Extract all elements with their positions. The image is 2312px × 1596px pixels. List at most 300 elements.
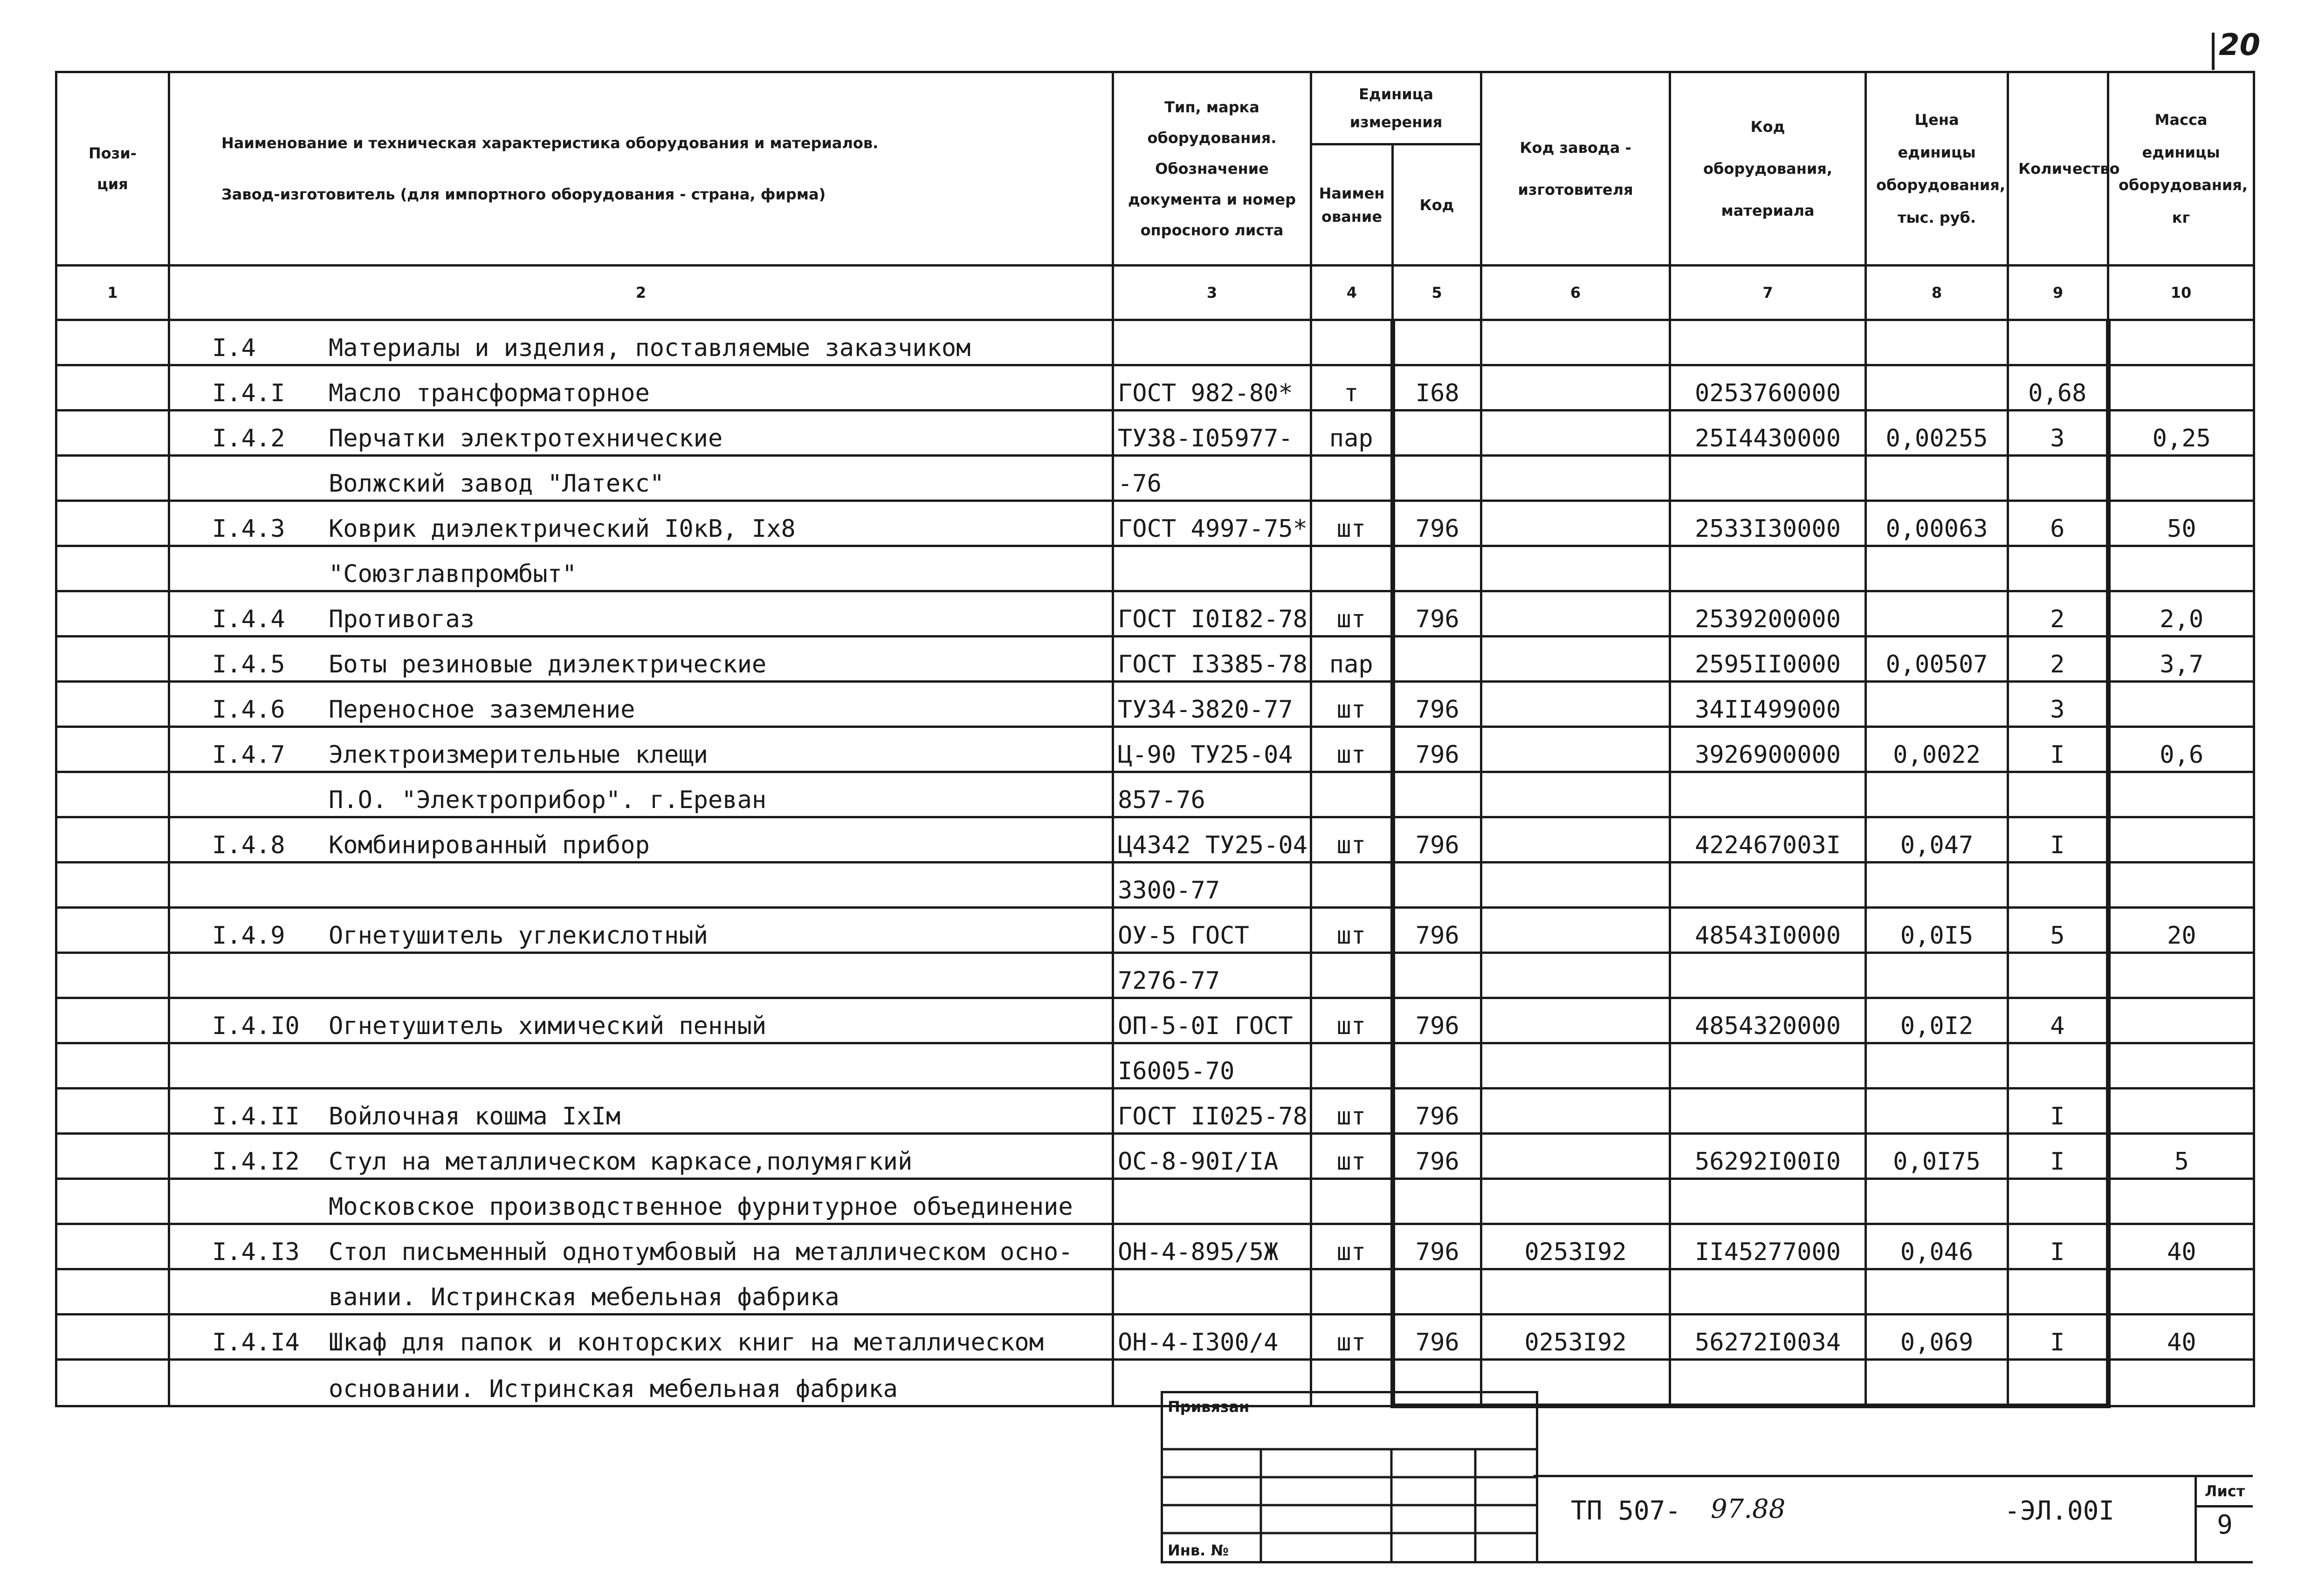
- row-position-label: I.4.I: [212, 379, 285, 407]
- row-name-text: Огнетушитель химический пенный: [329, 1012, 767, 1040]
- table-row: [56, 998, 2254, 1043]
- header-type: Тип, марка оборудования. Обозначение документа и номер опросного листа: [1113, 72, 1311, 266]
- mass-cell: 40: [2108, 1315, 2254, 1360]
- quantity-cell: [2008, 863, 2108, 908]
- position-cell: [56, 501, 169, 546]
- column-numbers-row: [56, 266, 2254, 320]
- price-cell: [1866, 1269, 2008, 1315]
- quantity-cell: [2008, 1043, 2108, 1089]
- type-cell: ГОСТ I0I82-78: [1113, 591, 1311, 637]
- unit-name-cell: [1311, 863, 1393, 908]
- page-number-bar: [2212, 33, 2215, 70]
- type-cell: [1113, 546, 1311, 591]
- position-cell: [56, 908, 169, 953]
- name-cell: [169, 682, 1113, 727]
- factory-code-cell: [1481, 637, 1670, 682]
- price-cell: 0,0I75: [1866, 1134, 2008, 1179]
- equipment-code-cell: [1670, 546, 1866, 591]
- row-name-text: Шкаф для папок и конторских книг на металлическом: [329, 1329, 1044, 1356]
- row-position-label: I.4.5: [212, 651, 285, 678]
- name-cell: [169, 953, 1113, 998]
- row-name-text: Коврик диэлектрический I0кВ, Iх8: [329, 515, 796, 543]
- mass-cell: [2108, 1360, 2254, 1406]
- quantity-cell: I: [2008, 1134, 2108, 1179]
- name-cell: [169, 501, 1113, 546]
- title-block: [1534, 1475, 2253, 1563]
- unit-name-cell: [1311, 1269, 1393, 1315]
- price-cell: [1866, 1360, 2008, 1406]
- table-row: [56, 1224, 2254, 1269]
- name-cell: [169, 411, 1113, 456]
- row-position-label: I.4.I4: [212, 1329, 300, 1356]
- quantity-cell: 3: [2008, 411, 2108, 456]
- unit-name-cell: [1311, 953, 1393, 998]
- header-mass: Масса единицы оборудования, кг: [2108, 72, 2254, 266]
- position-cell: [56, 1315, 169, 1360]
- header-name: [169, 72, 1113, 266]
- unit-name-cell: пар: [1311, 637, 1393, 682]
- position-cell: [56, 1360, 169, 1406]
- factory-code-cell: [1481, 1043, 1670, 1089]
- mass-cell: [2108, 1089, 2254, 1134]
- row-position-label: I.4.3: [212, 515, 285, 543]
- unit-code-cell: [1393, 1269, 1481, 1315]
- mass-cell: 20: [2108, 908, 2254, 953]
- binding-stamp: [1161, 1391, 1538, 1563]
- name-cell: [169, 591, 1113, 637]
- position-cell: [56, 1089, 169, 1134]
- position-cell: [56, 953, 169, 998]
- equipment-code-cell: II45277000: [1670, 1224, 1866, 1269]
- col-num-4: 4: [1311, 266, 1393, 320]
- factory-code-cell: [1481, 546, 1670, 591]
- name-cell: [169, 908, 1113, 953]
- position-cell: [56, 1179, 169, 1224]
- type-cell: ТУ34-3820-77: [1113, 682, 1311, 727]
- quantity-cell: [2008, 1179, 2108, 1224]
- quantity-cell: 4: [2008, 998, 2108, 1043]
- header-equipment-code: Код оборудования, материала: [1670, 72, 1866, 266]
- unit-name-cell: [1311, 456, 1393, 501]
- name-cell: [169, 1179, 1113, 1224]
- position-cell: [56, 727, 169, 772]
- name-cell: [169, 727, 1113, 772]
- mass-cell: 0,6: [2108, 727, 2254, 772]
- table-row: [56, 1134, 2254, 1179]
- name-cell: [169, 365, 1113, 411]
- row-name-text: Переносное заземление: [329, 696, 635, 724]
- unit-code-cell: 796: [1393, 998, 1481, 1043]
- unit-code-cell: [1393, 1179, 1481, 1224]
- row-name-text: Стул на металлическом каркасе,полумягкий: [329, 1148, 913, 1176]
- unit-code-cell: 796: [1393, 1089, 1481, 1134]
- row-name-text: Войлочная кошма IхIм: [329, 1103, 621, 1130]
- unit-code-cell: 796: [1393, 1315, 1481, 1360]
- table-row: [56, 320, 2254, 365]
- unit-name-cell: шт: [1311, 908, 1393, 953]
- name-cell: [169, 1043, 1113, 1089]
- mass-cell: [2108, 817, 2254, 863]
- mass-cell: 40: [2108, 1224, 2254, 1269]
- type-cell: [1113, 320, 1311, 365]
- mass-cell: [2108, 320, 2254, 365]
- factory-code-cell: 0253I92: [1481, 1315, 1670, 1360]
- factory-code-cell: [1481, 772, 1670, 817]
- type-cell: ОН-4-895/5Ж: [1113, 1224, 1311, 1269]
- row-name-text: Огнетушитель углекислотный: [329, 922, 708, 950]
- row-position-label: I.4.I2: [212, 1148, 300, 1176]
- equipment-code-cell: 2595II0000: [1670, 637, 1866, 682]
- equipment-code-cell: 422467003I: [1670, 817, 1866, 863]
- table-row: [56, 456, 2254, 501]
- unit-code-cell: [1393, 772, 1481, 817]
- header-unit-code: Код: [1393, 144, 1481, 266]
- stamp-grid: [1163, 1393, 1536, 1561]
- table-row: [56, 772, 2254, 817]
- position-cell: [56, 1043, 169, 1089]
- factory-code-cell: [1481, 365, 1670, 411]
- unit-name-cell: шт: [1311, 817, 1393, 863]
- page-number: 20: [2219, 28, 2261, 62]
- type-cell: [1113, 1179, 1311, 1224]
- unit-name-cell: шт: [1311, 1134, 1393, 1179]
- position-cell: [56, 998, 169, 1043]
- unit-name-cell: [1311, 546, 1393, 591]
- type-cell: Ц4342 ТУ25-04: [1113, 817, 1311, 863]
- type-cell: ТУ38-I05977-: [1113, 411, 1311, 456]
- specification-body: [56, 320, 2254, 1406]
- factory-code-cell: [1481, 682, 1670, 727]
- row-name-text: Электроизмерительные клещи: [329, 741, 708, 769]
- type-cell: [1113, 1269, 1311, 1315]
- equipment-code-cell: [1670, 1360, 1866, 1406]
- header-position: Пози- ция: [56, 72, 169, 266]
- row-position-label: I.4.I3: [212, 1238, 300, 1266]
- sheet-box: [2195, 1477, 2253, 1561]
- position-cell: [56, 817, 169, 863]
- price-cell: [1866, 772, 2008, 817]
- unit-code-cell: 796: [1393, 1134, 1481, 1179]
- row-name-text: "Союзглавпромбыт": [329, 560, 577, 588]
- position-cell: [56, 637, 169, 682]
- equipment-code-cell: [1670, 1269, 1866, 1315]
- row-name-text: Масло трансформаторное: [329, 379, 650, 407]
- row-position-label: I.4.6: [212, 696, 285, 724]
- mass-cell: 50: [2108, 501, 2254, 546]
- price-cell: [1866, 1043, 2008, 1089]
- col-num-3: 3: [1113, 266, 1311, 320]
- price-cell: 0,00507: [1866, 637, 2008, 682]
- mass-cell: [2108, 546, 2254, 591]
- unit-code-cell: [1393, 637, 1481, 682]
- unit-name-cell: пар: [1311, 411, 1393, 456]
- name-cell: [169, 1224, 1113, 1269]
- factory-code-cell: [1481, 908, 1670, 953]
- mass-cell: [2108, 456, 2254, 501]
- header-unit: Единица измерения: [1311, 72, 1481, 144]
- type-cell: ГОСТ 982-80*: [1113, 365, 1311, 411]
- equipment-code-cell: 48543I0000: [1670, 908, 1866, 953]
- name-cell: [169, 772, 1113, 817]
- table-row: [56, 727, 2254, 772]
- equipment-code-cell: 56292I00I0: [1670, 1134, 1866, 1179]
- mass-cell: [2108, 772, 2254, 817]
- header-name-line2: Завод-изготовитель (для импортного оборудования - страна, фирма): [221, 185, 826, 203]
- unit-name-cell: шт: [1311, 998, 1393, 1043]
- unit-name-cell: [1311, 1043, 1393, 1089]
- row-position-label: I.4.I0: [212, 1012, 300, 1040]
- position-cell: [56, 411, 169, 456]
- equipment-code-cell: 56272I0034: [1670, 1315, 1866, 1360]
- col-num-1: 1: [56, 266, 169, 320]
- row-position-label: I.4: [212, 334, 256, 362]
- mass-cell: 3,7: [2108, 637, 2254, 682]
- table-row: [56, 908, 2254, 953]
- unit-code-cell: 796: [1393, 817, 1481, 863]
- col-num-6: 6: [1481, 266, 1670, 320]
- equipment-code-cell: [1670, 953, 1866, 998]
- quantity-cell: I: [2008, 817, 2108, 863]
- factory-code-cell: [1481, 411, 1670, 456]
- unit-code-cell: [1393, 320, 1481, 365]
- factory-code-cell: [1481, 1134, 1670, 1179]
- row-position-label: I.4.8: [212, 831, 285, 859]
- equipment-code-cell: [1670, 772, 1866, 817]
- quantity-cell: [2008, 320, 2108, 365]
- factory-code-cell: [1481, 501, 1670, 546]
- table-row: [56, 1269, 2254, 1315]
- equipment-code-cell: 4854320000: [1670, 998, 1866, 1043]
- quantity-cell: 0,68: [2008, 365, 2108, 411]
- row-name-text: Материалы и изделия, поставляемые заказчиком: [329, 334, 971, 362]
- row-position-label: I.4.7: [212, 741, 285, 769]
- row-name-text: Боты резиновые диэлектрические: [329, 651, 767, 678]
- unit-code-cell: [1393, 863, 1481, 908]
- handwritten-number: 97.88: [1711, 1494, 1786, 1524]
- equipment-code-cell: [1670, 1089, 1866, 1134]
- factory-code-cell: [1481, 1179, 1670, 1224]
- equipment-code-cell: 34II499000: [1670, 682, 1866, 727]
- table-row: [56, 591, 2254, 637]
- type-cell: 857-76: [1113, 772, 1311, 817]
- equipment-code-cell: 0253760000: [1670, 365, 1866, 411]
- position-cell: [56, 1269, 169, 1315]
- table-row: [56, 1043, 2254, 1089]
- name-cell: [169, 320, 1113, 365]
- equipment-code-cell: 2533I30000: [1670, 501, 1866, 546]
- row-name-text: Московское производственное фурнитурное объединение: [329, 1193, 1073, 1221]
- row-position-label: I.4.2: [212, 425, 285, 452]
- price-cell: [1866, 1089, 2008, 1134]
- table-row: [56, 501, 2254, 546]
- mass-cell: [2108, 365, 2254, 411]
- position-cell: [56, 320, 169, 365]
- mass-cell: 0,25: [2108, 411, 2254, 456]
- type-cell: 7276-77: [1113, 953, 1311, 998]
- position-cell: [56, 1134, 169, 1179]
- price-cell: [1866, 863, 2008, 908]
- mass-cell: [2108, 1269, 2254, 1315]
- type-cell: ОУ-5 ГОСТ: [1113, 908, 1311, 953]
- row-position-label: I.4.4: [212, 605, 285, 633]
- unit-code-cell: [1393, 953, 1481, 998]
- quantity-cell: I: [2008, 727, 2108, 772]
- row-name-text: Стол письменный однотумбовый на металлическом осно-: [329, 1238, 1073, 1266]
- unit-name-cell: шт: [1311, 1315, 1393, 1360]
- unit-code-cell: 796: [1393, 1224, 1481, 1269]
- price-cell: 0,00063: [1866, 501, 2008, 546]
- unit-code-cell: [1393, 1043, 1481, 1089]
- position-cell: [56, 682, 169, 727]
- price-cell: 0,00255: [1866, 411, 2008, 456]
- header-quantity: Количество: [2008, 72, 2108, 266]
- quantity-cell: 2: [2008, 591, 2108, 637]
- col-num-8: 8: [1866, 266, 2008, 320]
- unit-name-cell: шт: [1311, 727, 1393, 772]
- unit-name-cell: [1311, 320, 1393, 365]
- row-name-text: Волжский завод "Латекс": [329, 470, 665, 498]
- mass-cell: [2108, 1179, 2254, 1224]
- row-name-text: Противогаз: [329, 605, 475, 633]
- unit-code-cell: 796: [1393, 727, 1481, 772]
- mass-cell: [2108, 682, 2254, 727]
- name-cell: [169, 1315, 1113, 1360]
- price-cell: [1866, 591, 2008, 637]
- unit-name-cell: шт: [1311, 1089, 1393, 1134]
- equipment-code-cell: [1670, 1179, 1866, 1224]
- row-position-label: I.4.9: [212, 922, 285, 950]
- col-num-9: 9: [2008, 266, 2108, 320]
- unit-name-cell: шт: [1311, 682, 1393, 727]
- equipment-code-cell: 2539200000: [1670, 591, 1866, 637]
- factory-code-cell: [1481, 1269, 1670, 1315]
- quantity-cell: I: [2008, 1315, 2108, 1360]
- factory-code-cell: [1481, 591, 1670, 637]
- mass-cell: 2,0: [2108, 591, 2254, 637]
- name-cell: [169, 1089, 1113, 1134]
- unit-name-cell: шт: [1311, 591, 1393, 637]
- price-cell: 0,047: [1866, 817, 2008, 863]
- col-num-2: 2: [169, 266, 1113, 320]
- position-cell: [56, 546, 169, 591]
- name-cell: [169, 1269, 1113, 1315]
- price-cell: [1866, 1179, 2008, 1224]
- equipment-code-cell: 25I4430000: [1670, 411, 1866, 456]
- name-cell: [169, 998, 1113, 1043]
- price-cell: 0,0022: [1866, 727, 2008, 772]
- quantity-cell: [2008, 456, 2108, 501]
- position-cell: [56, 365, 169, 411]
- position-cell: [56, 1224, 169, 1269]
- unit-code-cell: [1393, 456, 1481, 501]
- row-position-label: I.4.II: [212, 1103, 300, 1130]
- position-cell: [56, 863, 169, 908]
- equipment-code-cell: 3926900000: [1670, 727, 1866, 772]
- header-price: Цена единицы оборудования, тыс. руб.: [1866, 72, 2008, 266]
- quantity-cell: I: [2008, 1089, 2108, 1134]
- unit-code-cell: 796: [1393, 591, 1481, 637]
- col-num-10: 10: [2108, 266, 2254, 320]
- mass-cell: [2108, 998, 2254, 1043]
- row-name-text: основании. Истринская мебельная фабрика: [329, 1375, 898, 1403]
- price-cell: [1866, 456, 2008, 501]
- unit-code-cell: 796: [1393, 501, 1481, 546]
- unit-name-cell: шт: [1311, 1224, 1393, 1269]
- quantity-cell: 5: [2008, 908, 2108, 953]
- price-cell: [1866, 546, 2008, 591]
- factory-code-cell: [1481, 953, 1670, 998]
- position-cell: [56, 772, 169, 817]
- price-cell: 0,069: [1866, 1315, 2008, 1360]
- factory-code-cell: [1481, 998, 1670, 1043]
- name-cell: [169, 1360, 1113, 1406]
- unit-code-cell: 796: [1393, 682, 1481, 727]
- unit-name-cell: шт: [1311, 501, 1393, 546]
- price-cell: [1866, 953, 2008, 998]
- mass-cell: [2108, 1043, 2254, 1089]
- type-cell: Ц-90 ТУ25-04: [1113, 727, 1311, 772]
- price-cell: 0,0I2: [1866, 998, 2008, 1043]
- type-cell: ОП-5-0I ГОСТ: [1113, 998, 1311, 1043]
- name-cell: [169, 637, 1113, 682]
- quantity-cell: 2: [2008, 637, 2108, 682]
- name-cell: [169, 546, 1113, 591]
- unit-name-cell: [1311, 772, 1393, 817]
- unit-code-cell: I68: [1393, 365, 1481, 411]
- table-row: [56, 637, 2254, 682]
- mass-cell: [2108, 953, 2254, 998]
- unit-code-cell: [1393, 546, 1481, 591]
- row-name-text: вании. Истринская мебельная фабрика: [329, 1283, 839, 1311]
- type-cell: ГОСТ I3385-78: [1113, 637, 1311, 682]
- quantity-cell: 6: [2008, 501, 2108, 546]
- table-row: [56, 1315, 2254, 1360]
- quantity-cell: [2008, 1360, 2108, 1406]
- position-cell: [56, 456, 169, 501]
- unit-code-cell: [1393, 411, 1481, 456]
- name-cell: [169, 817, 1113, 863]
- factory-code-cell: [1481, 817, 1670, 863]
- mass-cell: [2108, 863, 2254, 908]
- type-cell: ОС-8-90I/IА: [1113, 1134, 1311, 1179]
- sheet-number: 9: [2217, 1510, 2233, 1540]
- table-row: [56, 1089, 2254, 1134]
- table-row: [56, 953, 2254, 998]
- header-row-top: [56, 72, 2254, 144]
- quantity-cell: [2008, 546, 2108, 591]
- type-cell: 3300-77: [1113, 863, 1311, 908]
- row-name-text: Комбинированный прибор: [329, 831, 650, 859]
- name-cell: [169, 863, 1113, 908]
- name-cell: [169, 456, 1113, 501]
- unit-code-cell: 796: [1393, 908, 1481, 953]
- table-row: [56, 863, 2254, 908]
- type-cell: -76: [1113, 456, 1311, 501]
- factory-code-cell: [1481, 863, 1670, 908]
- doc-number: ТП 507-: [1571, 1496, 1681, 1526]
- equipment-code-cell: [1670, 1043, 1866, 1089]
- type-cell: ГОСТ 4997-75*: [1113, 501, 1311, 546]
- unit-name-cell: [1311, 1179, 1393, 1224]
- mass-cell: 5: [2108, 1134, 2254, 1179]
- col-num-5: 5: [1393, 266, 1481, 320]
- factory-code-cell: [1481, 727, 1670, 772]
- position-cell: [56, 591, 169, 637]
- doc-code: -ЭЛ.00I: [2004, 1496, 2115, 1526]
- factory-code-cell: [1481, 320, 1670, 365]
- table-row: [56, 1179, 2254, 1224]
- quantity-cell: I: [2008, 1224, 2108, 1269]
